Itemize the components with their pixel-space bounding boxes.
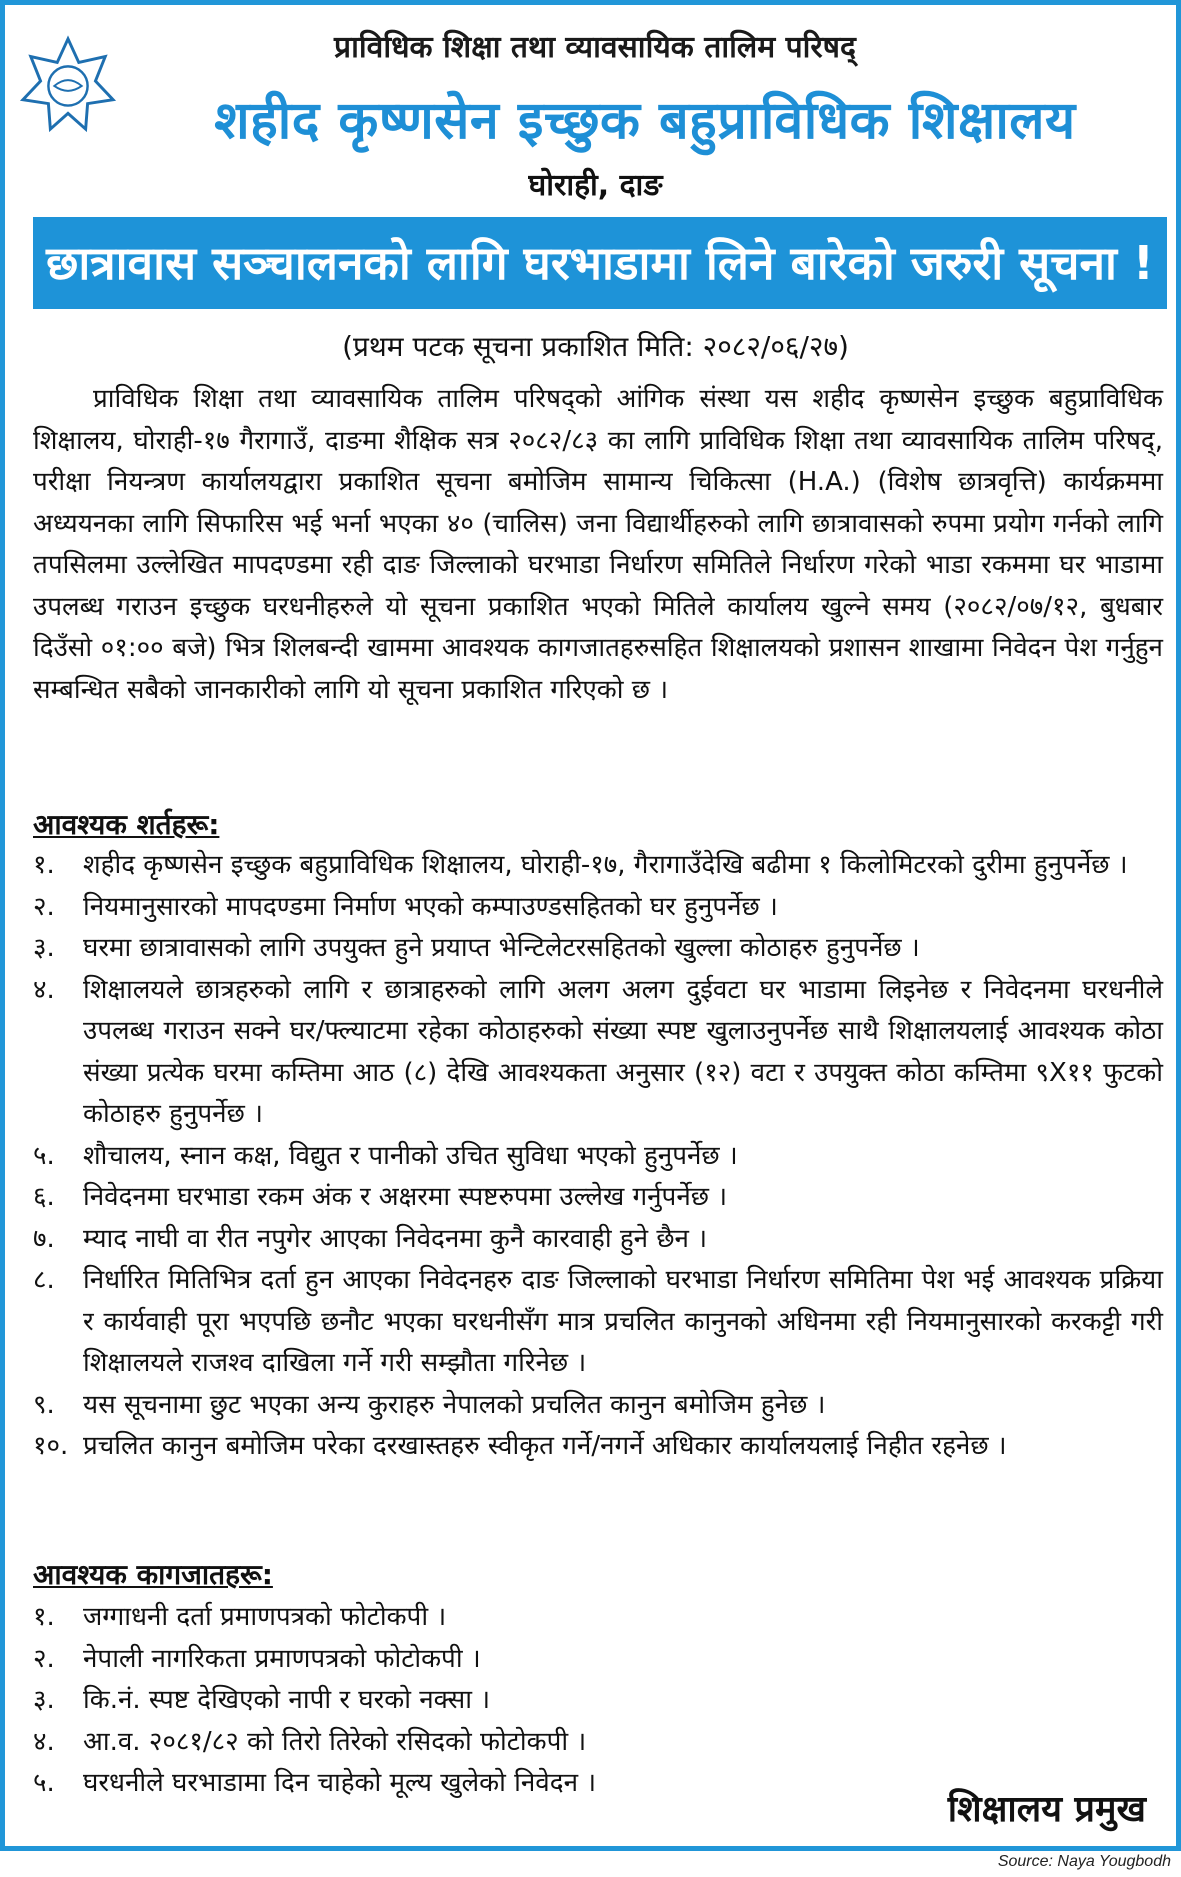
item-number: ४. bbox=[33, 974, 55, 1005]
list-item bbox=[33, 1426, 1163, 1468]
notice-title-banner bbox=[33, 217, 1167, 309]
item-text: शहीद कृष्णसेन इच्छुक बहुप्राविधिक शिक्षालय, घोराही-१७, गैरागाउँदेखि बढीमा १ किलोमिटरको दुरीमा हुनुपर्नेछ । bbox=[83, 850, 1128, 880]
item-number: २. bbox=[33, 1643, 55, 1674]
item-text: घरमा छात्रावासको लागि उपयुक्त हुने प्रयाप्त भेन्टिलेटरसहितको खुल्ला कोठाहरु हुनुपर्नेछ । bbox=[83, 933, 920, 963]
item-text: शौचालय, स्नान कक्ष, विद्युत र पानीको उचित सुविधा भएको हुनुपर्नेछ । bbox=[83, 1140, 738, 1171]
notice-title: छात्रावास सञ्चालनको लागि घरभाडामा लिने बारेको जरुरी सूचना ! bbox=[46, 236, 1154, 290]
item-number: ६. bbox=[33, 1182, 55, 1212]
item-text: आ.व. २०८१/८२ को तिरो तिरेको रसिदको फोटोकपी । bbox=[83, 1726, 587, 1757]
item-number: १०. bbox=[33, 1431, 69, 1461]
documents-list bbox=[33, 1597, 1163, 1805]
list-item bbox=[33, 1597, 1163, 1639]
list-item bbox=[33, 928, 1163, 970]
conditions-heading: आवश्यक शर्तहरू: bbox=[33, 808, 220, 841]
council-name: प्राविधिक शिक्षा तथा व्यावसायिक तालिम परिषद् bbox=[334, 30, 856, 65]
publication-date: (प्रथम पटक सूचना प्रकाशित मिति: २०८२/०६/२७) bbox=[342, 330, 849, 363]
item-number: ९. bbox=[33, 1389, 55, 1420]
college-location: घोराही, दाङ bbox=[528, 168, 663, 203]
item-text: घरधनीले घरभाडामा दिन चाहेको मूल्य खुलेको निवेदन । bbox=[83, 1768, 597, 1798]
source-credit: Source: Naya Yougbodh bbox=[997, 1853, 1171, 1870]
conditions-list bbox=[33, 845, 1163, 1468]
item-text: निवेदनमा घरभाडा रकम अंक र अक्षरमा स्पष्टरुपमा उल्लेख गर्नुपर्नेछ । bbox=[83, 1182, 728, 1212]
item-number: ४. bbox=[33, 1726, 55, 1757]
item-text: कि.नं. स्पष्ट देखिएको नापी र घरको नक्सा । bbox=[83, 1685, 491, 1715]
signature-title: शिक्षालय प्रमुख bbox=[947, 1789, 1146, 1830]
list-item bbox=[33, 1260, 1163, 1385]
item-text: नियमानुसारको मापदण्डमा निर्माण भएको कम्पाउण्डसहितको घर हुनुपर्नेछ । bbox=[83, 891, 778, 922]
item-number: १. bbox=[33, 1602, 55, 1632]
notice-body: प्राविधिक शिक्षा तथा व्यावसायिक तालिम परिषद्को आंगिक संस्था यस शहीद कृष्णसेन इच्छुक बहुप्राविधिक शिक्षालय, घोराही-१७ गैरागाउँ, दाङमा शैक्षिक सत्र २०८२/८३ का लागि प्राविधिक शिक्षा तथा व्यावसायिक तालिम परिषद्, परीक्षा नियन्त्रण कार्यालयद्वारा प्रकाशित सूचना बमोजिम सामान्य चिकित्सा (H.A.) (विशेष छात्रवृत्ति) कार्यक्रममा अध्ययनका लागि सिफारिस भई भर्ना भएका ४० (चालिस) जना विद्यार्थीहरुको लागि छात्रावासको रुपमा प्रयोग गर्नको लागि तपसिलमा उल्लेखित मापदण्डमा रही दाङ जिल्लाको घरभाडा निर्धारण समितिले निर्धारण गरेको भाडा रकममा घर भाडामा उपलब्ध गराउन इच्छुक घरधनीहरुले यो सूचना प्रकाशित भएको मितिले कार्यालय खुल्ने समय (२०८२/०७/१२, बुधबार दिउँसो ०१:०० बजे) भित्र शिलबन्दी खाममा आवश्यक कागजातहरुसहित शिक्षालयको प्रशासन शाखामा निवेदन पेश गर्नुहुन सम्बन्धित सबैको जानकारीको लागि यो सूचना प्रकाशित गरिएको छ । bbox=[33, 384, 1163, 705]
item-number: ३. bbox=[33, 933, 55, 963]
item-text: नेपाली नागरिकता प्रमाणपत्रको फोटोकपी । bbox=[83, 1643, 481, 1674]
college-name: शहीद कृष्णसेन इच्छुक बहुप्राविधिक शिक्षालय bbox=[214, 91, 1076, 151]
item-number: ८. bbox=[33, 1265, 55, 1295]
item-number: २. bbox=[33, 891, 55, 922]
item-text: निर्धारित मितिभित्र दर्ता हुन आएका निवेदनहरु दाङ जिल्लाको घरभाडा निर्धारण समितिमा पेश भई आवश्यक प्रक्रिया र कार्यवाही पूरा भएपछि छनौट भएका घरधनीसँग मात्र प्रचलित कानुनको अधिनमा रही नियमानुसारको करकट्टी गरी शिक्षालयले राजश्व दाखिला गर्ने गरी सम्झौता गरिनेछ । bbox=[83, 1265, 1163, 1378]
item-number: ७. bbox=[33, 1223, 55, 1254]
list-item bbox=[33, 887, 1163, 929]
item-text: यस सूचनामा छुट भएका अन्य कुराहरु नेपालको प्रचलित कानुन बमोजिम हुनेछ । bbox=[83, 1389, 826, 1420]
list-item bbox=[33, 1136, 1163, 1178]
list-item bbox=[33, 970, 1163, 1136]
list-item bbox=[33, 845, 1163, 887]
item-text: जग्गाधनी दर्ता प्रमाणपत्रको फोटोकपी । bbox=[83, 1602, 447, 1632]
list-item bbox=[33, 1385, 1163, 1427]
list-item bbox=[33, 1639, 1163, 1681]
item-text: शिक्षालयले छात्रहरुको लागि र छात्राहरुको लागि अलग अलग दुईवटा घर भाडामा लिइनेछ र निवेदनमा घरधनीले उपलब्ध गराउन सक्ने घर/फ्ल्याटमा रहेका कोठाहरुको संख्या स्पष्ट खुलाउनुपर्नेछ साथै शिक्षालयलाई आवश्यक कोठा संख्या प्रत्येक घरमा कम्तिमा आठ (८) देखि आवश्यकता अनुसार (१२) वटा र उपयुक्त कोठा कम्तिमा ९X११ फुटको कोठाहरु हुनुपर्नेछ । bbox=[83, 974, 1163, 1129]
ctevt-logo-icon bbox=[19, 35, 117, 133]
item-number: ५. bbox=[33, 1140, 55, 1171]
list-item bbox=[33, 1177, 1163, 1219]
list-item bbox=[33, 1722, 1163, 1764]
list-item bbox=[33, 1680, 1163, 1722]
documents-heading: आवश्यक कागजातहरू: bbox=[33, 1558, 273, 1591]
item-text: म्याद नाघी वा रीत नपुगेर आएका निवेदनमा कुनै कारवाही हुने छैन । bbox=[83, 1223, 708, 1254]
list-item bbox=[33, 1219, 1163, 1261]
item-text: प्रचलित कानुन बमोजिम परेका दरखास्तहरु स्वीकृत गर्ने/नगर्ने अधिकार कार्यालयलाई निहीत रहनेछ । bbox=[83, 1431, 1007, 1461]
item-number: ३. bbox=[33, 1685, 55, 1715]
item-number: १. bbox=[33, 850, 55, 880]
item-number: ५. bbox=[33, 1768, 55, 1798]
